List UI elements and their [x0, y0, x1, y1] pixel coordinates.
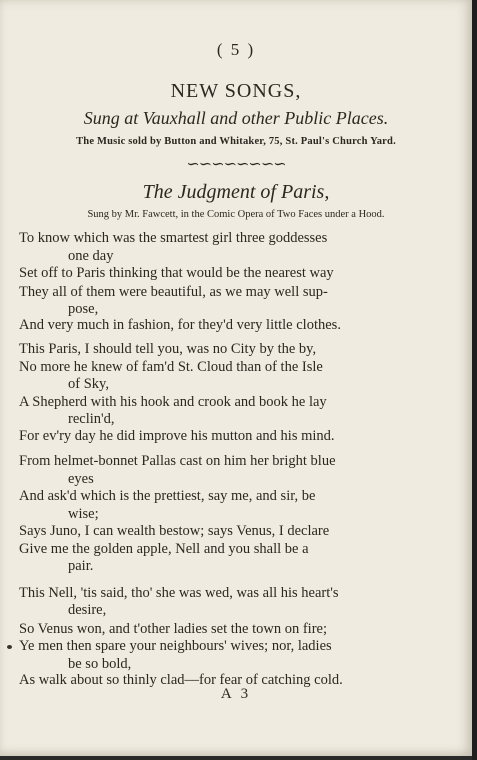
lyric-line: They all of them were beautiful, as we may well sup- [19, 284, 328, 300]
lyric-line: A Shepherd with his hook and crook and book he lay [19, 394, 327, 410]
lyric-line-continuation: wise; [68, 506, 99, 522]
page-number: ( 5 ) [216, 40, 256, 59]
lyric-line-continuation: pose, [68, 301, 99, 317]
lyric-line: Give me the golden apple, Nell and you shall be a [19, 541, 309, 557]
section-subheading: Sung at Vauxhall and other Public Places. [83, 108, 389, 128]
lyric-line-continuation: pair. [68, 558, 94, 574]
page-edge-shadow [472, 0, 477, 760]
lyric-line: And ask'd which is the prettiest, say me, and sir, be [19, 488, 316, 504]
lyric-line: So Venus won, and t'other ladies set the town on fire; [19, 621, 328, 637]
lyric-line: Says Juno, I can wealth bestow; says Venus, I declare [19, 523, 330, 539]
lyric-line-continuation: reclin'd, [68, 411, 115, 427]
performer-line: Sung by Mr. Fawcett, in the Comic Opera of Two Faces under a Hood. [87, 209, 385, 220]
lyric-line: And very much in fashion, for they'd very little clothes. [19, 317, 341, 333]
lyric-line: This Nell, 'tis said, tho' she was wed, was all his heart's [19, 585, 339, 601]
ink-mark [7, 645, 12, 649]
lyric-line: For ev'ry day he did improve his mutton and his mind. [19, 428, 335, 444]
song-title: The Judgment of Paris, [142, 181, 330, 203]
lyric-line: This Paris, I should tell you, was no City by the by, [19, 341, 317, 357]
lyric-line-continuation: eyes [68, 471, 94, 487]
lyric-line-continuation: one day [68, 248, 114, 264]
lyric-line: No more he knew of fam'd St. Cloud than of the Isle [19, 359, 323, 375]
lyric-line: Ye men then spare your neighbours' wives; nor, ladies [19, 638, 332, 654]
lyric-line: To know which was the smartest girl three goddesses [19, 230, 328, 246]
lyric-line: From helmet-bonnet Pallas cast on him her bright blue [19, 453, 336, 469]
ornament-divider: ∽∽∽∽∽∽∽∽ [186, 156, 286, 173]
publisher-line: The Music sold by Button and Whitaker, 75, St. Paul's Church Yard. [76, 136, 396, 147]
lyric-line-continuation: be so bold, [68, 656, 132, 672]
lyric-line: Set off to Paris thinking that would be the nearest way [19, 265, 334, 281]
signature-mark: A 3 [220, 686, 252, 702]
lyric-line-continuation: desire, [68, 602, 107, 618]
lyric-line-continuation: of Sky, [68, 376, 109, 392]
lyric-line: As walk about so thinly clad—for fear of catching cold. [19, 672, 343, 688]
section-heading: NEW SONGS, [170, 80, 302, 102]
